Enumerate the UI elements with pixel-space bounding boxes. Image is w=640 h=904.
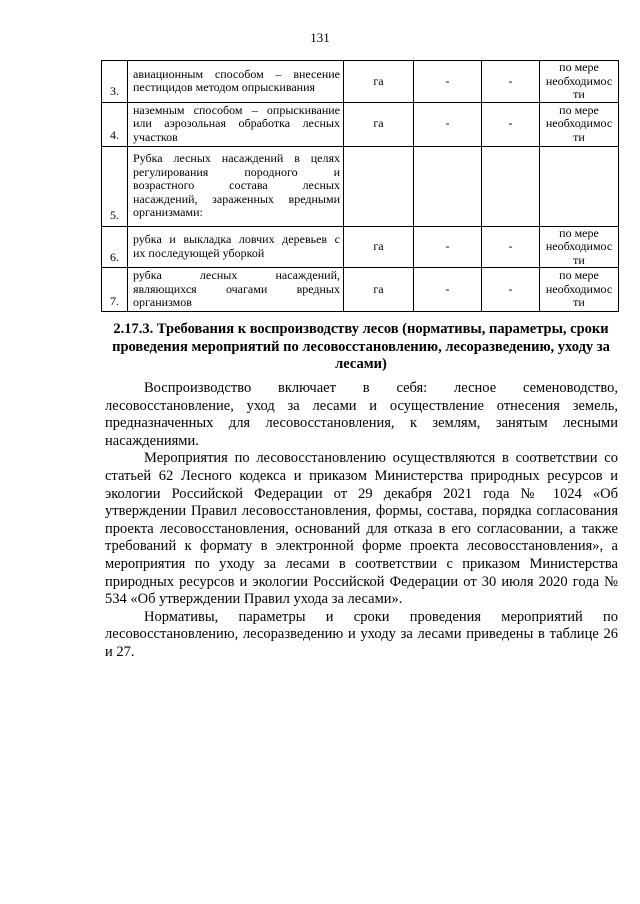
paragraph: Воспроизводство включает в себя: лесное семеноводство, лесовосстановление, уход за лесами и осуществление отнесения земель, предназначенных для лесовосстановления, к землям, занятым лесными насаждениями. — [105, 380, 618, 449]
paragraph: Нормативы, параметры и сроки проведения мероприятий по лесовосстановлению, лесоразведению и уходу за лесами приведены в таблице 26 и 27. — [105, 608, 618, 660]
row-term — [540, 61, 619, 103]
description-line: пестицидов методом опрыскивания — [133, 80, 316, 95]
row-unit: га — [344, 61, 414, 103]
page-number: 131 — [310, 30, 330, 45]
term-line: ти — [573, 252, 585, 267]
section-heading: 2.17.3. Требования к воспроизводству лесов (нормативы, параметры, сроки проведения мероприятий по лесовосстановлению, лесоразведению, уходу за лесами) — [112, 321, 610, 372]
term-line: необходимос — [545, 239, 613, 253]
row-number: 5. — [102, 146, 128, 226]
description-line: возрастного состава лесных — [133, 178, 340, 193]
table-row — [102, 146, 619, 226]
term-line: по мере — [559, 268, 599, 283]
row-value-2: - — [482, 61, 540, 103]
term-line: по мере — [559, 60, 599, 74]
measures-table — [101, 60, 619, 312]
description-line: рубка лесных насаждений, — [133, 268, 340, 283]
row-value-2: - — [482, 226, 540, 268]
description-line: авиационным способом – внесение — [133, 66, 340, 81]
term-line: необходимос — [545, 73, 613, 88]
term-line: ти — [573, 87, 585, 101]
term-line: по мере — [559, 102, 599, 117]
description-line: являющихся очагами вредных — [133, 281, 340, 296]
row-value-2 — [482, 146, 540, 226]
description-line: рубка и выкладка ловчих деревьев с — [133, 232, 340, 247]
row-term — [540, 268, 619, 312]
row-value-1: - — [414, 61, 482, 103]
row-term — [540, 226, 619, 268]
table-row — [102, 226, 619, 268]
term-line: необходимос — [545, 116, 613, 131]
row-term — [540, 146, 619, 226]
row-unit — [344, 146, 414, 226]
row-description — [128, 268, 344, 312]
body-text — [105, 380, 618, 662]
description-line: организмов — [133, 295, 192, 310]
table-row — [102, 268, 619, 312]
description-line: насаждений, зараженных вредными — [133, 191, 340, 206]
row-number: 4. — [102, 102, 128, 146]
row-number: 6. — [102, 226, 128, 268]
row-value-1: - — [414, 102, 482, 146]
table-row — [102, 61, 619, 103]
row-number: 3. — [102, 61, 128, 103]
description-line: регулирования породного и — [133, 164, 340, 179]
row-unit: га — [344, 226, 414, 268]
description-line: наземным способом – опрыскивание — [133, 102, 340, 117]
row-value-2: - — [482, 102, 540, 146]
row-description — [128, 226, 344, 268]
description-line: их последующей уборкой — [133, 245, 265, 260]
row-description — [128, 102, 344, 146]
description-line: организмами: — [133, 205, 203, 220]
term-line: ти — [573, 129, 585, 144]
row-term — [540, 102, 619, 146]
row-value-1 — [414, 146, 482, 226]
row-value-1: - — [414, 226, 482, 268]
row-number: 7. — [102, 268, 128, 312]
description-line: участков — [133, 129, 178, 144]
description-line: Рубка лесных насаждений в целях — [133, 151, 340, 166]
row-unit: га — [344, 102, 414, 146]
term-line: необходимос — [545, 281, 613, 296]
description-line: или аэрозольная обработка лесных — [133, 116, 340, 131]
row-description — [128, 61, 344, 103]
paragraph: Мероприятия по лесовосстановлению осуществляются в соответствии со статьей 62 Лесного кодекса и приказом Министерства природных ресурсов и экологии Российской Федерации от 29 декабря 2021 года № 1024 «Об утверждении Правил лесовосстановления, формы, состава, порядка согласования проекта лесовосстановления, оснований для отказа в его согласовании, а также требований к формату в электронной форме проекта лесовосстановления», а мероприятия по уходу за лесами в соответствии с приказом Министерства природных ресурсов и экологии Российской Федерации от 30 июля 2020 года № 534 «Об утверждении Правил ухода за лесами». — [105, 450, 618, 608]
row-value-1: - — [414, 268, 482, 312]
term-line: ти — [573, 295, 585, 310]
term-line: по мере — [559, 225, 599, 240]
table-row — [102, 102, 619, 146]
row-value-2: - — [482, 268, 540, 312]
row-unit: га — [344, 268, 414, 312]
row-description — [128, 146, 344, 226]
